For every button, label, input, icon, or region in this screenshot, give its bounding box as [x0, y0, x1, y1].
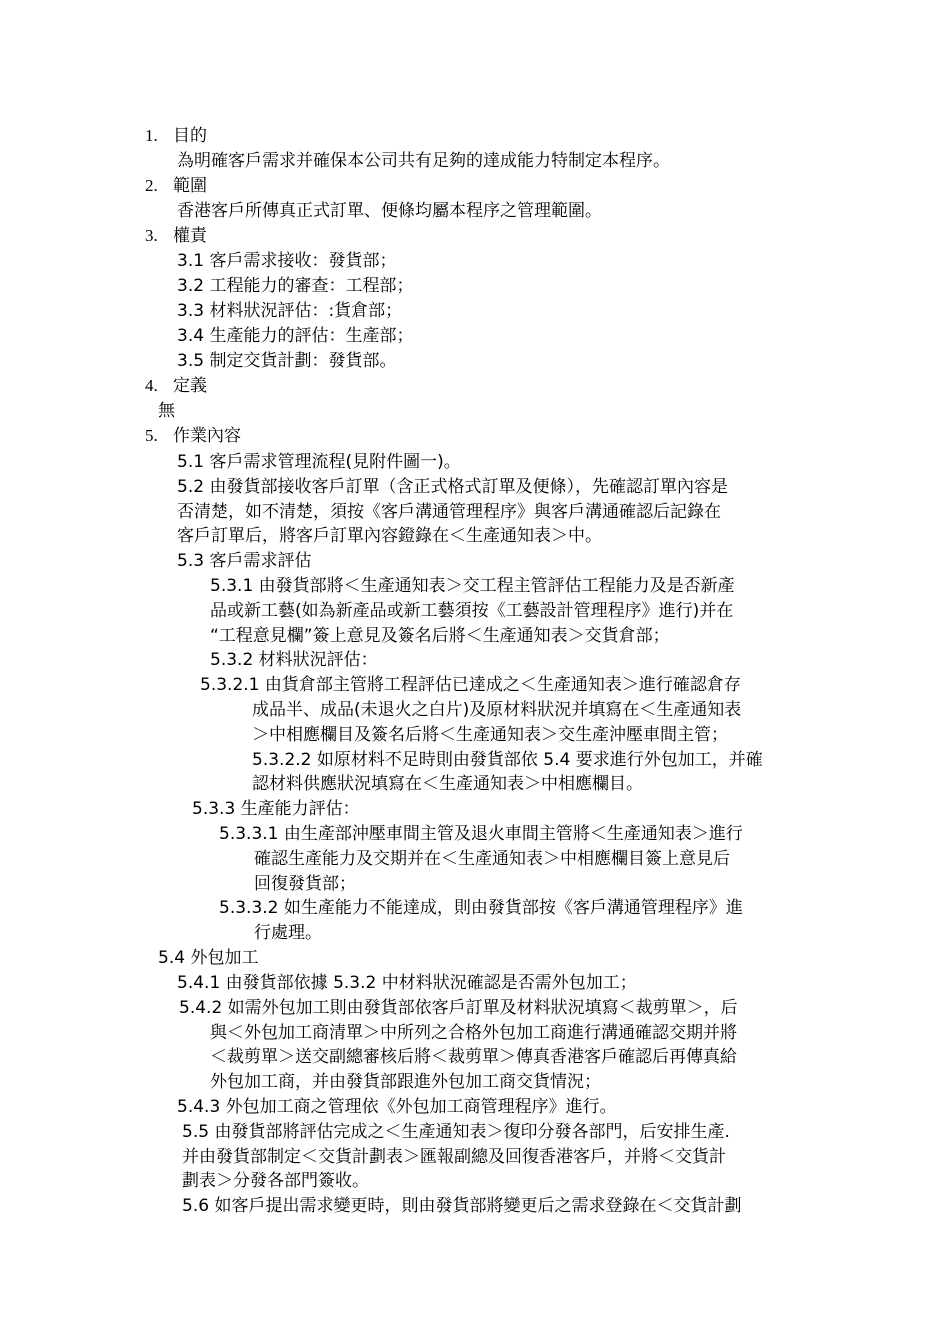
section-5-line: 5.4 外包加工: [158, 948, 259, 968]
section-5-line: 成品半、成品(未退火之白片)及原材料狀況并填寫在＜生產通知表: [252, 700, 742, 720]
section-5-line: 5.3 客戶需求評估: [177, 551, 312, 571]
section-5-line: 劃表＞分發各部門簽收。: [182, 1171, 369, 1191]
section-5-line: 5.6 如客戶提出需求變更時，則由發貨部將變更后之需求登錄在＜交貨計劃: [182, 1196, 742, 1216]
section-5-line: ＞中相應欄目及簽名后將＜生產通知表＞交生產沖壓車間主管；: [252, 725, 728, 745]
section-5-line: 5.3.3.2 如生產能力不能達成，則由發貨部按《客戶溝通管理程序》進: [219, 898, 743, 918]
section-5-line: 5.5 由發貨部將評估完成之＜生產通知表＞復印分發各部門，后安排生產.: [182, 1122, 730, 1142]
section-5-line: 否清楚，如不清楚，須按《客戶溝通管理程序》與客戶溝通確認后記錄在: [177, 502, 721, 522]
section-5-line: 確認生產能力及交期并在＜生產通知表＞中相應欄目簽上意見后: [254, 849, 730, 869]
section-5-line: 5.3.2.2 如原材料不足時則由發貨部依 5.4 要求進行外包加工，并確: [252, 750, 763, 770]
section-5-line: 5.4.1 由發貨部依據 5.3.2 中材料狀況確認是否需外包加工；: [177, 973, 637, 993]
section-5-line: 客戶訂單后，將客戶訂單內容鐙錄在＜生產通知表＞中。: [177, 526, 602, 546]
section-5-line: 5.3.3.1 由生產部沖壓車間主管及退火車間主管將＜生產通知表＞進行: [219, 824, 743, 844]
section-5-line: 5.3.2.1 由貨倉部主管將工程評估已達成之＜生產通知表＞進行確認倉存: [200, 675, 741, 695]
section-5-line: 5.4.2 如需外包加工則由發貨部依客戶訂單及材料狀況填寫＜裁剪單＞，后: [179, 998, 738, 1018]
section-4-number: 4.: [145, 376, 158, 395]
section-5-line: 5.4.3 外包加工商之管理依《外包加工商管理程序》進行。: [177, 1097, 617, 1117]
section-5-line: 5.3.2 材料狀況評估：: [210, 650, 378, 670]
section-2-number: 2.: [145, 176, 158, 195]
section-5-number: 5.: [145, 426, 158, 445]
section-1-body: 為明確客戶需求并確保本公司共有足夠的達成能力特制定本程序。: [177, 151, 670, 171]
section-5-line: 品或新工藝(如為新產品或新工藝須按《工藝設計管理程序》進行)并在: [210, 601, 734, 621]
section-5-line: 認材料供應狀況填寫在＜生產通知表＞中相應欄目。: [252, 774, 643, 794]
section-3-heading: 權責: [173, 226, 207, 246]
section-5-line: 5.3.3 生產能力評估：: [192, 799, 360, 819]
section-1-number: 1.: [145, 126, 158, 145]
section-4-heading: 定義: [173, 376, 207, 396]
section-5-line: 并由發貨部制定＜交貨計劃表＞匯報副總及回復香港客戶，并將＜交貨計: [182, 1147, 726, 1167]
responsibility-item: 3.1 客戶需求接收：發貨部；: [177, 251, 397, 271]
section-5-line: 回復發貨部；: [254, 874, 356, 894]
section-5-line: 5.1 客戶需求管理流程(見附件圖一)。: [177, 452, 461, 472]
section-5-line: 行處理。: [254, 923, 322, 943]
responsibility-item: 3.3 材料狀況評估：:貨倉部；: [177, 301, 403, 321]
section-5-line: 與＜外包加工商清單＞中所列之合格外包加工商進行溝通確認交期并將: [210, 1023, 737, 1043]
responsibility-item: 3.5 制定交貨計劃：發貨部。: [177, 351, 397, 371]
section-1-heading: 目的: [173, 126, 207, 146]
section-2-heading: 範圍: [173, 176, 207, 196]
section-5-line: 外包加工商，并由發貨部跟進外包加工商交貨情況；: [210, 1072, 601, 1092]
section-5-line: 5.3.1 由發貨部將＜生產通知表＞交工程主管評估工程能力及是否新產: [210, 576, 735, 596]
section-4-body: 無: [158, 401, 175, 421]
section-2-body: 香港客戶所傳真正式訂單、便條均屬本程序之管理範圍。: [177, 201, 602, 221]
section-5-line: 5.2 由發貨部接收客戶訂單（含正式格式訂單及便條），先確認訂單內容是: [177, 477, 728, 497]
responsibility-item: 3.2 工程能力的審查：工程部；: [177, 276, 414, 296]
section-5-heading: 作業內容: [173, 426, 241, 446]
responsibility-item: 3.4 生產能力的評估：生產部；: [177, 326, 414, 346]
section-3-number: 3.: [145, 226, 158, 245]
section-5-line: “工程意見欄”簽上意見及簽名后將＜生產通知表＞交貨倉部；: [210, 626, 670, 646]
section-5-line: ＜裁剪單＞送交副總審核后將＜裁剪單＞傳真香港客戶確認后再傳真給: [210, 1047, 737, 1067]
